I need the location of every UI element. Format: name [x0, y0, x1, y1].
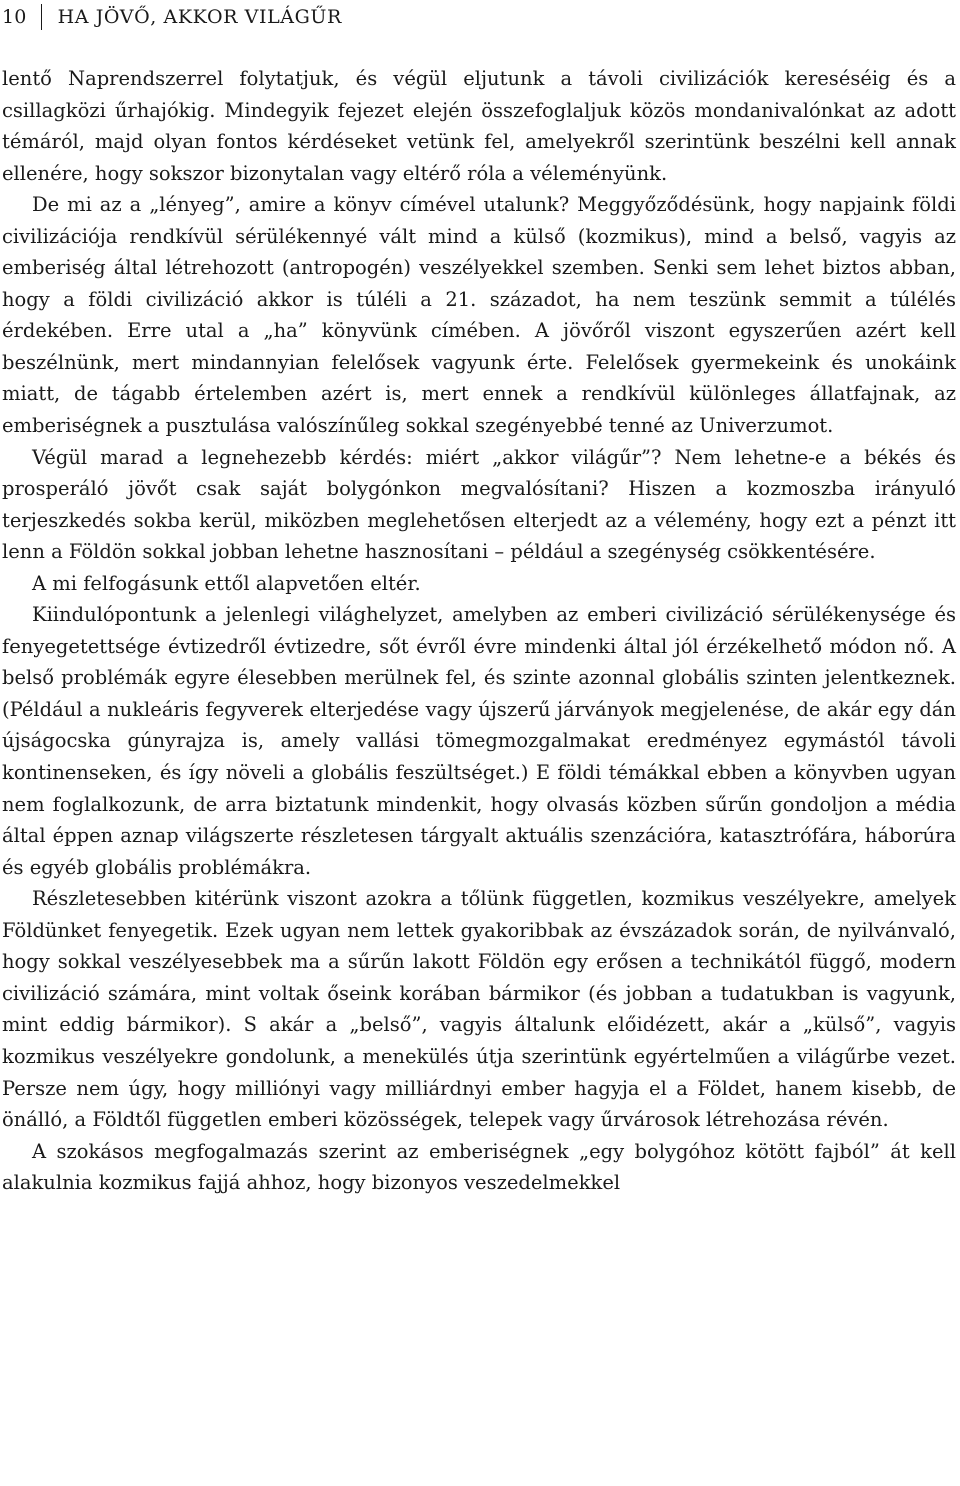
running-title: HA JÖVŐ, AKKOR VILÁGŰR — [57, 6, 342, 28]
paragraph: De mi az a „lényeg”, amire a könyv címével utalunk? Meggyőződésünk, hogy napjaink földi civilizációja rendkívül sérülékennyé vált mind a külső (kozmikus), mind a belső, vagyis az emberiség által létrehozott (antropogén) veszélyekkel szemben. Senki sem lehet biztos abban, hogy a földi civilizáció akkor is túléli a 21. századot, ha nem teszünk semmit a túlélés érdekében. Erre utal a „ha” könyvünk címében. A jövőről viszont egyszerűen azért kell beszélnünk, mert mindannyian felelősek vagyunk érte. Felelősek gyermekeink és unokáink miatt, de tágabb értelemben azért is, mert ennek a rendkívül különleges állatfajnak, az emberiségnek a pusztulása valószínűleg sokkal szegényebbé tenné az Univerzumot. — [2, 193, 956, 438]
body-text — [2, 63, 956, 1199]
header-divider — [41, 4, 42, 30]
paragraph: Kiindulópontunk a jelenlegi világhelyzet, amelyben az emberi civilizáció sérülékenysége és fenyegetettsége évtizedről évtizedre, sőt évről évre mindenki által jól érzékelhető módon nő. A belső problémák egyre élesebben merülnek fel, és szinte azonnal globális szinten jelentkeznek. (Például a nukleáris fegyverek elterjedése vagy újszerű járványok megjelenése, de akár egy dán újságocska gúnyrajza is, amely vallási tömegmozgalmakat eredményez egymástól távoli kontinenseken, és így növeli a globális feszültséget.) E földi témákkal ebben a könyvben ugyan nem foglalkozunk, de arra biztatunk mindenkit, hogy olvasás közben sűrűn gondoljon a média által éppen aznap világszerte részletesen tárgyalt aktuális szenzációra, katasztrófára, háborúra és egyéb globális problémákra. — [2, 603, 956, 879]
paragraph: A mi felfogásunk ettől alapvetően eltér. — [32, 571, 421, 595]
paragraph: A szokásos megfogalmazás szerint az emberiségnek „egy bolygóhoz kötött fajból” át kell alakulnia kozmikus fajjá ahhoz, hogy bizonyos veszedelmekkel — [2, 1139, 956, 1195]
paragraph: Végül marad a legnehezebb kérdés: miért „akkor világűr”? Nem lehetne-e a békés és prosperáló jövőt csak saját bolygónkon megvalósítani? Hiszen a kozmoszba irányuló terjeszkedés sokba kerül, miközben meglehetősen elterjedt az a vélemény, hogy ezt a pénzt itt lenn a Földön sokkal jobban lehetne hasznosítani – például a szegénység csökkentésére. — [2, 445, 956, 564]
page-number: 10 — [2, 6, 27, 28]
running-head — [2, 0, 342, 34]
paragraph: Részletesebben kitérünk viszont azokra a tőlünk független, kozmikus veszélyekre, amelyek Földünket fenyegetik. Ezek ugyan nem lettek gyakoribbak az évszázadok során, de nyilvánvaló, hogy sokkal veszélyesebbek ma a sűrűn lakott Földön egy erősen a technikától függő, modern civilizáció számára, mint voltak őseink korában bármikor (és jobban a tudatukban is vagyunk, mint eddig bármikor). S akár a „belső”, vagyis általunk előidézett, akár a „külső”, vagyis kozmikus veszélyekre gondolunk, a menekülés útja szerintünk egyértelműen a világűrbe vezet. Persze nem úgy, hogy milliónyi vagy milliárdnyi ember hagyja el a Földet, hanem kisebb, de önálló, a Földtől független emberi közösségek, telepek vagy űrvárosok létrehozása révén. — [2, 887, 956, 1132]
paragraph-continued: lentő Naprendszerrel folytatjuk, és végül eljutunk a távoli civilizációk kereséséig és a csillagközi űrhajókig. Mindegyik fejezet elején összefoglaljuk közös mondanivalónkat az adott témáról, majd olyan fontos kérdéseket vetünk fel, amelyekről szerintünk beszélni kell annak ellenére, hogy sokszor bizonytalan vagy eltérő róla a véleményünk. — [2, 67, 956, 185]
